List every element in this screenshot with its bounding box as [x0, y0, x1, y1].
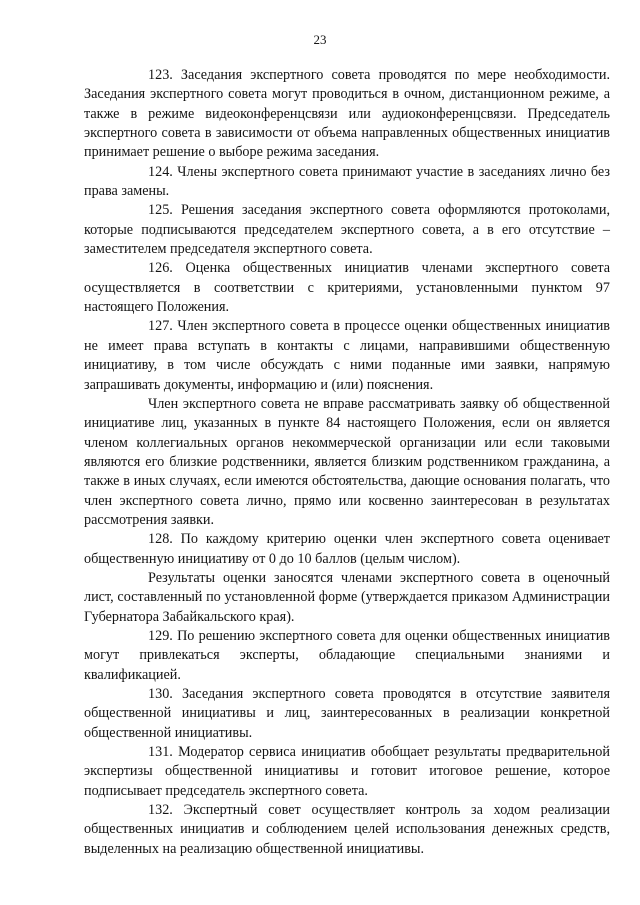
paragraph-127: 127. Член экспертного совета в процессе оценки общественных инициатив не имеет права вступать в контакты с лицами, направившими общественную инициативу, в том числе обсуждать с ними поданные ими заявки, напрямую запрашивать документы, информацию и (или) пояснения.	[84, 318, 610, 393]
paragraph-132: 132. Экспертный совет осуществляет контроль за ходом реализации общественных инициатив и соблюдением целей использования денежных средств, выделенных на реализацию общественной инициативы.	[84, 802, 610, 857]
paragraph-126: 126. Оценка общественных инициатив членами экспертного совета осуществляется в соответствии с критериями, установленными пунктом 97 настоящего Положения.	[84, 260, 610, 316]
document-body	[84, 66, 610, 859]
page-number: 23	[313, 32, 327, 47]
paragraph-128-continued: Результаты оценки заносятся членами экспертного совета в оценочный лист, составленный по установленной форме (утверждается приказом Администрации Губернатора Забайкальского края).	[84, 569, 610, 625]
paragraph-127-continued: Член экспертного совета не вправе рассматривать заявку об общественной инициативе лиц, указанных в пункте 84 настоящего Положения, если он является членом коллегиальных органов некоммерческой организации или если таковыми являются его близкие родственники, является близким родственником гражданина, а также в иных случаях, если имеются обстоятельства, дающие основания полагать, что член экспертного совета лично, прямо или косвенно заинтересован в результатах рассмотрения заявки.	[84, 395, 610, 528]
paragraph-124: 124. Члены экспертного совета принимают участие в заседаниях лично без права замены.	[84, 163, 610, 200]
paragraph-125: 125. Решения заседания экспертного совета оформляются протоколами, которые подписываются председателем экспертного совета, а в его отсутствие – заместителем председателя экспертного совета.	[84, 202, 610, 258]
paragraph-129: 129. По решению экспертного совета для оценки общественных инициатив могут привлекаться эксперты, обладающие специальными знаниями и квалификацией.	[84, 627, 610, 683]
paragraph-123: 123. Заседания экспертного совета проводятся по мере необходимости. Заседания экспертного совета могут проводиться в очном, дистанционном режиме, а также в режиме видеоконференцсвязи или аудиоконференцсвязи. Председатель экспертного совета в зависимости от объема направленных общественных инициатив принимает решение о выборе режима заседания.	[84, 67, 610, 161]
paragraph-128: 128. По каждому критерию оценки член экспертного совета оценивает общественную инициативу от 0 до 10 баллов (целым числом).	[84, 531, 610, 567]
paragraph-131: 131. Модератор сервиса инициатив обобщает результаты предварительной экспертизы общественной инициативы и готовит итоговое решение, которое подписывает председатель экспертного совета.	[84, 744, 610, 799]
paragraph-130: 130. Заседания экспертного совета проводятся в отсутствие заявителя общественной инициативы и лиц, заинтересованных в реализации конкретной общественной инициативы.	[84, 686, 610, 741]
